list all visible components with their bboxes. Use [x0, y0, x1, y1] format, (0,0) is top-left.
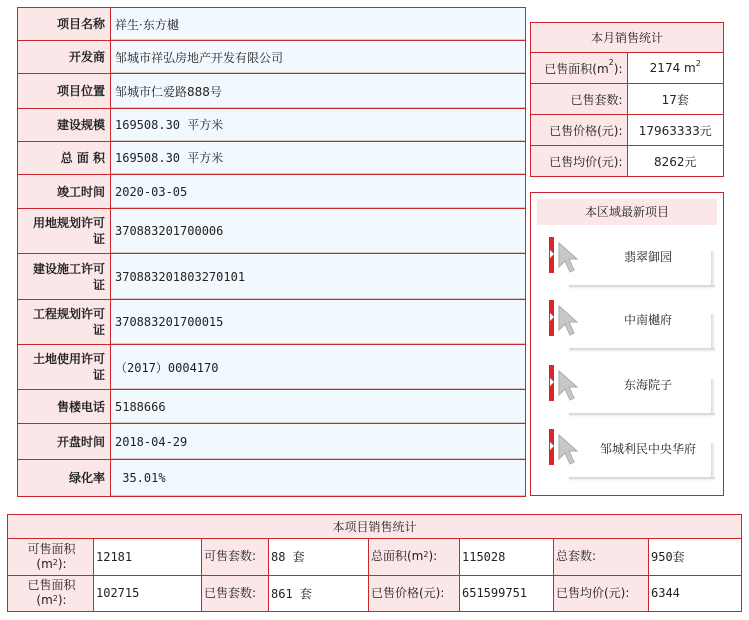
- avg-price-value: 6344: [649, 575, 742, 611]
- available-units-label: 可售套数:: [202, 539, 269, 575]
- available-area-value: 12181: [94, 539, 202, 575]
- value-total-area: 169508.30 平方米: [111, 141, 526, 174]
- value-location: 邹城市仁爱路888号: [111, 74, 526, 108]
- project-info-table: [17, 7, 526, 497]
- monthly-sold-price-label: 已售价格(元):: [531, 115, 628, 146]
- monthly-sales-table: [530, 22, 724, 177]
- label-project-name: 项目名称: [18, 8, 111, 41]
- project-sales-table: [7, 514, 742, 612]
- monthly-sold-area-label: 已售面积$(m^2)$:: [531, 53, 628, 84]
- label-greening-rate: 绿化率: [18, 459, 111, 496]
- label-completion-date: 竣工时间: [18, 175, 111, 209]
- latest-projects-panel: [530, 192, 724, 496]
- latest-project-item[interactable]: [549, 300, 717, 352]
- label-developer: 开发商: [18, 41, 111, 74]
- total-area-value: 115028: [460, 539, 554, 575]
- value-land-use-permit: （2017）0004170: [111, 345, 526, 390]
- latest-project-item[interactable]: [549, 237, 717, 289]
- label-land-use-permit: 土地使用许可证: [18, 345, 111, 390]
- label-construction-permit: 建设施工许可证: [18, 254, 111, 299]
- card-shadow: [569, 285, 715, 289]
- value-scale: 169508.30 平方米: [111, 108, 526, 141]
- total-area-label: 总面积$(m^2)$:: [369, 539, 460, 575]
- value-greening-rate: 35.01%: [111, 459, 526, 496]
- value-project-name: 祥生·东方樾: [111, 8, 526, 41]
- label-land-planning-permit: 用地规划许可证: [18, 209, 111, 254]
- latest-project-item[interactable]: [549, 429, 717, 481]
- value-developer: 邹城市祥弘房地产开发有限公司: [111, 41, 526, 74]
- latest-project-name[interactable]: 东海院子: [623, 378, 672, 392]
- label-scale: 建设规模: [18, 108, 111, 141]
- sold-price-label: 已售价格(元):: [369, 575, 460, 611]
- total-units-value: 950套: [649, 539, 742, 575]
- available-units-value: 88 套: [269, 539, 369, 575]
- arrow-marker-icon: [549, 300, 554, 336]
- card-shadow: [569, 348, 715, 352]
- value-completion-date: 2020-03-05: [111, 175, 526, 209]
- sold-area-label: 已售面积 $(m^2)$:: [8, 575, 94, 611]
- monthly-sold-units-label: 已售套数:: [531, 84, 628, 115]
- value-land-planning-permit: 370883201700006: [111, 209, 526, 254]
- value-construction-permit: 370883201803270101: [111, 254, 526, 299]
- arrow-marker-icon: [549, 237, 554, 273]
- label-opening-date: 开盘时间: [18, 424, 111, 459]
- value-engineering-permit: 370883201700015: [111, 299, 526, 344]
- label-total-area: 总 面 积: [18, 141, 111, 174]
- sold-area-value: 102715: [94, 575, 202, 611]
- card-shadow: [569, 413, 715, 417]
- project-sales-title: 本项目销售统计: [8, 515, 742, 539]
- latest-projects-title: 本区域最新项目: [537, 199, 717, 225]
- value-sales-phone: 5188666: [111, 390, 526, 424]
- latest-project-name[interactable]: 邹城利民中央华府: [599, 442, 696, 456]
- label-sales-phone: 售楼电话: [18, 390, 111, 424]
- arrow-marker-icon: [549, 429, 554, 465]
- avg-price-label: 已售均价(元):: [554, 575, 649, 611]
- latest-project-name[interactable]: 翡翠御园: [623, 250, 672, 264]
- monthly-sold-price-value: 17963333元: [627, 115, 724, 146]
- sold-units-label: 已售套数:: [202, 575, 269, 611]
- total-units-label: 总套数:: [554, 539, 649, 575]
- monthly-avg-price-value: 8262元: [627, 146, 724, 177]
- card-shadow: [569, 477, 715, 481]
- sold-units-value: 861 套: [269, 575, 369, 611]
- latest-project-item[interactable]: [549, 365, 717, 417]
- label-engineering-permit: 工程规划许可证: [18, 299, 111, 344]
- monthly-sold-units-value: 17套: [627, 84, 724, 115]
- monthly-sold-area-value: 2174 $m^2$: [627, 53, 724, 84]
- arrow-marker-icon: [549, 365, 554, 401]
- sold-price-value: 651599751: [460, 575, 554, 611]
- monthly-avg-price-label: 已售均价(元):: [531, 146, 628, 177]
- label-location: 项目位置: [18, 74, 111, 108]
- latest-project-name[interactable]: 中南樾府: [623, 313, 672, 327]
- value-opening-date: 2018-04-29: [111, 424, 526, 459]
- available-area-label: 可售面积 $(m^2)$:: [8, 539, 94, 575]
- monthly-sales-title: 本月销售统计: [531, 23, 724, 53]
